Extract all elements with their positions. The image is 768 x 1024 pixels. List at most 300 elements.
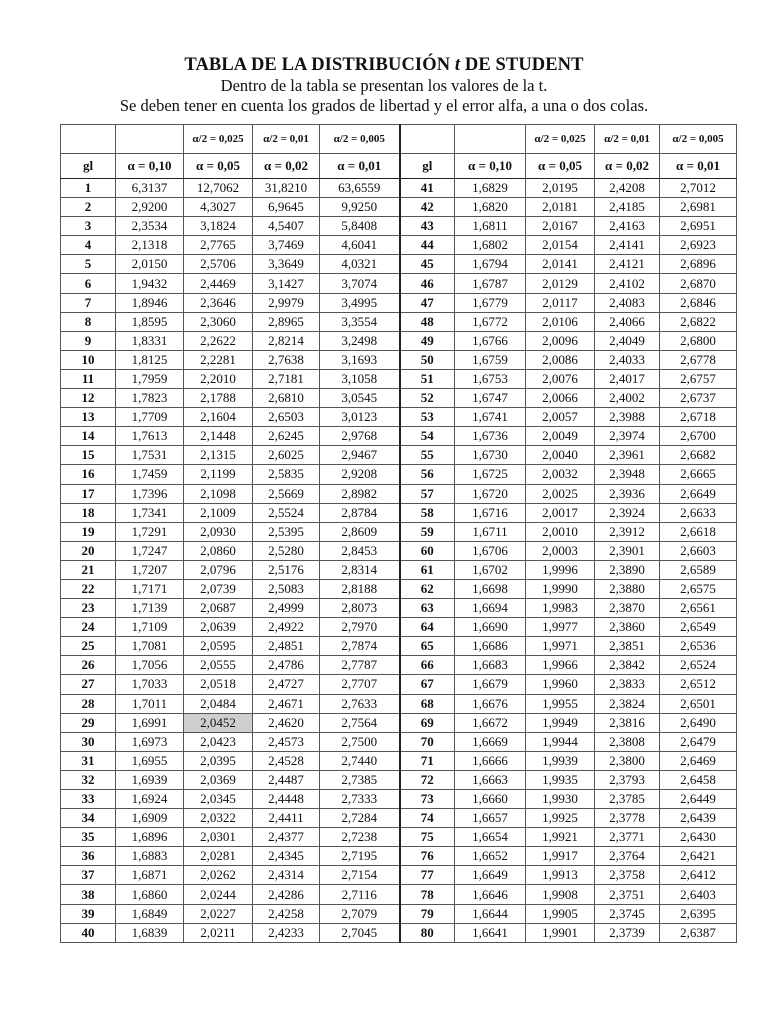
table-row: [61, 541, 737, 560]
header-top-cell: α/2 = 0,025: [184, 125, 253, 154]
critical-value-cell: 2,1315: [184, 446, 253, 465]
critical-value-cell: 2,3833: [595, 675, 660, 694]
critical-value-cell: 1,6829: [455, 179, 526, 198]
critical-value-cell: 2,3901: [595, 541, 660, 560]
critical-value-cell: 2,4208: [595, 179, 660, 198]
table-row: [61, 599, 737, 618]
table-row: [61, 923, 737, 942]
title-part-2: DE STUDENT: [460, 55, 584, 75]
critical-value-cell: 1,7171: [116, 579, 184, 598]
critical-value-cell: 3,0545: [320, 389, 400, 408]
degrees-of-freedom-cell: 2: [61, 198, 116, 217]
critical-value-cell: 2,4017: [595, 369, 660, 388]
critical-value-cell: 2,0129: [526, 274, 595, 293]
critical-value-cell: 1,7056: [116, 656, 184, 675]
critical-value-cell: 2,7154: [320, 866, 400, 885]
critical-value-cell: 1,6883: [116, 847, 184, 866]
critical-value-cell: 2,3785: [595, 790, 660, 809]
critical-value-cell: 1,9949: [526, 713, 595, 732]
degrees-of-freedom-cell: 57: [400, 484, 455, 503]
critical-value-cell: 2,0057: [526, 408, 595, 427]
header-bottom-cell: α = 0,05: [526, 154, 595, 179]
degrees-of-freedom-cell: 24: [61, 618, 116, 637]
critical-value-cell: 1,6694: [455, 599, 526, 618]
table-row: [61, 618, 737, 637]
critical-value-cell: 2,6700: [660, 427, 737, 446]
table-row: [61, 236, 737, 255]
critical-value-cell: 1,9990: [526, 579, 595, 598]
critical-value-cell: 1,6779: [455, 293, 526, 312]
critical-value-cell: 2,8188: [320, 579, 400, 598]
critical-value-cell: 2,4671: [253, 694, 320, 713]
critical-value-cell: 3,3649: [253, 255, 320, 274]
critical-value-cell: 2,0639: [184, 618, 253, 637]
critical-value-cell: 2,8784: [320, 503, 400, 522]
critical-value-cell: 2,6403: [660, 885, 737, 904]
critical-value-cell: 2,6490: [660, 713, 737, 732]
critical-value-cell: 1,6657: [455, 809, 526, 828]
critical-value-cell: 1,6802: [455, 236, 526, 255]
table-row: [61, 331, 737, 350]
critical-value-cell: 2,0860: [184, 541, 253, 560]
critical-value-cell: 2,0322: [184, 809, 253, 828]
degrees-of-freedom-cell: 40: [61, 923, 116, 942]
critical-value-cell: 2,4448: [253, 790, 320, 809]
critical-value-cell: 2,8609: [320, 522, 400, 541]
degrees-of-freedom-cell: 70: [400, 732, 455, 751]
header-row-alpha: [61, 154, 737, 179]
degrees-of-freedom-cell: 12: [61, 389, 116, 408]
critical-value-cell: 2,3745: [595, 904, 660, 923]
critical-value-cell: 2,6896: [660, 255, 737, 274]
critical-value-cell: 2,5176: [253, 560, 320, 579]
critical-value-cell: 2,7765: [184, 236, 253, 255]
critical-value-cell: 2,4233: [253, 923, 320, 942]
critical-value-cell: 9,9250: [320, 198, 400, 217]
table-row: [61, 790, 737, 809]
degrees-of-freedom-cell: 15: [61, 446, 116, 465]
degrees-of-freedom-cell: 71: [400, 751, 455, 770]
critical-value-cell: 2,0211: [184, 923, 253, 942]
critical-value-cell: 2,4141: [595, 236, 660, 255]
critical-value-cell: 2,0076: [526, 369, 595, 388]
critical-value-cell: 1,6759: [455, 350, 526, 369]
critical-value-cell: 2,0369: [184, 770, 253, 789]
critical-value-cell: 2,0518: [184, 675, 253, 694]
table-row: [61, 904, 737, 923]
critical-value-cell: 2,9208: [320, 465, 400, 484]
critical-value-cell: 2,0096: [526, 331, 595, 350]
critical-value-cell: 2,0150: [116, 255, 184, 274]
degrees-of-freedom-cell: 54: [400, 427, 455, 446]
table-row: [61, 198, 737, 217]
critical-value-cell: 2,6603: [660, 541, 737, 560]
critical-value-cell: 2,0281: [184, 847, 253, 866]
degrees-of-freedom-cell: 35: [61, 828, 116, 847]
table-row: [61, 809, 737, 828]
critical-value-cell: 2,6387: [660, 923, 737, 942]
critical-value-cell: 2,0796: [184, 560, 253, 579]
critical-value-cell: 1,6698: [455, 579, 526, 598]
degrees-of-freedom-cell: 79: [400, 904, 455, 923]
critical-value-cell: 2,4487: [253, 770, 320, 789]
critical-value-cell: 2,4258: [253, 904, 320, 923]
degrees-of-freedom-cell: 36: [61, 847, 116, 866]
critical-value-cell: 2,3060: [184, 312, 253, 331]
degrees-of-freedom-cell: 61: [400, 560, 455, 579]
critical-value-cell: 1,7823: [116, 389, 184, 408]
critical-value-cell: 12,7062: [184, 179, 253, 198]
critical-value-cell: 2,8073: [320, 599, 400, 618]
critical-value-cell: 1,6924: [116, 790, 184, 809]
degrees-of-freedom-cell: 5: [61, 255, 116, 274]
degrees-of-freedom-cell: 14: [61, 427, 116, 446]
critical-value-cell: 1,9905: [526, 904, 595, 923]
critical-value-cell: 2,9979: [253, 293, 320, 312]
header-bottom-cell: α = 0,05: [184, 154, 253, 179]
critical-value-cell: 1,6649: [455, 866, 526, 885]
critical-value-cell: 1,9977: [526, 618, 595, 637]
critical-value-cell: 1,7207: [116, 560, 184, 579]
critical-value-cell: 2,6449: [660, 790, 737, 809]
table-row: [61, 713, 737, 732]
table-row: [61, 828, 737, 847]
critical-value-cell: 2,7564: [320, 713, 400, 732]
critical-value-cell: 3,1824: [184, 217, 253, 236]
critical-value-cell: 2,6800: [660, 331, 737, 350]
degrees-of-freedom-cell: 74: [400, 809, 455, 828]
critical-value-cell: 2,0025: [526, 484, 595, 503]
critical-value-cell: 3,0123: [320, 408, 400, 427]
critical-value-cell: 2,6245: [253, 427, 320, 446]
degrees-of-freedom-cell: 73: [400, 790, 455, 809]
table-row: [61, 427, 737, 446]
degrees-of-freedom-cell: 11: [61, 369, 116, 388]
critical-value-cell: 2,2281: [184, 350, 253, 369]
critical-value-cell: 1,6702: [455, 560, 526, 579]
critical-value-cell: 2,0345: [184, 790, 253, 809]
critical-value-cell: 2,6501: [660, 694, 737, 713]
critical-value-cell: 2,3534: [116, 217, 184, 236]
critical-value-cell: 2,0262: [184, 866, 253, 885]
critical-value-cell: 2,0086: [526, 350, 595, 369]
critical-value-cell: 2,6524: [660, 656, 737, 675]
table-row: [61, 312, 737, 331]
degrees-of-freedom-cell: 66: [400, 656, 455, 675]
critical-value-cell: 6,9645: [253, 198, 320, 217]
degrees-of-freedom-cell: 7: [61, 293, 116, 312]
header-bottom-cell: α = 0,01: [320, 154, 400, 179]
critical-value-cell: 2,7116: [320, 885, 400, 904]
header-bottom-cell: α = 0,01: [660, 154, 737, 179]
header-bottom-cell: gl: [400, 154, 455, 179]
critical-value-cell: 1,6766: [455, 331, 526, 350]
critical-value-cell: 1,9960: [526, 675, 595, 694]
critical-value-cell: 2,1318: [116, 236, 184, 255]
degrees-of-freedom-cell: 62: [400, 579, 455, 598]
degrees-of-freedom-cell: 45: [400, 255, 455, 274]
critical-value-cell: 2,4185: [595, 198, 660, 217]
critical-value-cell: 2,7079: [320, 904, 400, 923]
document-header: [0, 54, 768, 116]
degrees-of-freedom-cell: 55: [400, 446, 455, 465]
critical-value-cell: 1,8331: [116, 331, 184, 350]
critical-value-cell: 2,0395: [184, 751, 253, 770]
critical-value-cell: 1,7081: [116, 637, 184, 656]
critical-value-cell: 1,9939: [526, 751, 595, 770]
table-row: [61, 274, 737, 293]
table-row: [61, 389, 737, 408]
degrees-of-freedom-cell: 1: [61, 179, 116, 198]
critical-value-cell: 1,6669: [455, 732, 526, 751]
critical-value-cell: 2,6561: [660, 599, 737, 618]
table-row: [61, 503, 737, 522]
degrees-of-freedom-cell: 17: [61, 484, 116, 503]
table-row: [61, 484, 737, 503]
critical-value-cell: 1,7709: [116, 408, 184, 427]
degrees-of-freedom-cell: 10: [61, 350, 116, 369]
critical-value-cell: 2,5280: [253, 541, 320, 560]
table-row: [61, 847, 737, 866]
critical-value-cell: 1,9925: [526, 809, 595, 828]
critical-value-cell: 1,9983: [526, 599, 595, 618]
critical-value-cell: 1,9971: [526, 637, 595, 656]
critical-value-cell: 1,9944: [526, 732, 595, 751]
degrees-of-freedom-cell: 34: [61, 809, 116, 828]
degrees-of-freedom-cell: 25: [61, 637, 116, 656]
critical-value-cell: 2,3758: [595, 866, 660, 885]
critical-value-cell: 2,4345: [253, 847, 320, 866]
critical-value-cell: 2,6512: [660, 675, 737, 694]
critical-value-cell: 1,6644: [455, 904, 526, 923]
degrees-of-freedom-cell: 30: [61, 732, 116, 751]
critical-value-cell: 1,6686: [455, 637, 526, 656]
critical-value-cell: 1,6753: [455, 369, 526, 388]
critical-value-cell: 1,6794: [455, 255, 526, 274]
degrees-of-freedom-cell: 38: [61, 885, 116, 904]
degrees-of-freedom-cell: 60: [400, 541, 455, 560]
critical-value-cell: 1,6711: [455, 522, 526, 541]
critical-value-cell: 2,3751: [595, 885, 660, 904]
critical-value-cell: 1,6683: [455, 656, 526, 675]
critical-value-cell: 2,5395: [253, 522, 320, 541]
degrees-of-freedom-cell: 64: [400, 618, 455, 637]
critical-value-cell: 4,3027: [184, 198, 253, 217]
critical-value-cell: 2,3646: [184, 293, 253, 312]
critical-value-cell: 1,7396: [116, 484, 184, 503]
critical-value-cell: 1,6787: [455, 274, 526, 293]
critical-value-cell: 2,0003: [526, 541, 595, 560]
critical-value-cell: 2,4121: [595, 255, 660, 274]
critical-value-cell: 2,2010: [184, 369, 253, 388]
critical-value-cell: 2,3880: [595, 579, 660, 598]
critical-value-cell: 2,0739: [184, 579, 253, 598]
degrees-of-freedom-cell: 49: [400, 331, 455, 350]
critical-value-cell: 2,6665: [660, 465, 737, 484]
critical-value-cell: 2,7012: [660, 179, 737, 198]
critical-value-cell: 1,9901: [526, 923, 595, 942]
critical-value-cell: 2,0049: [526, 427, 595, 446]
critical-value-cell: 1,6909: [116, 809, 184, 828]
critical-value-cell: 2,3974: [595, 427, 660, 446]
critical-value-cell: 1,6706: [455, 541, 526, 560]
critical-value-cell: 2,0227: [184, 904, 253, 923]
degrees-of-freedom-cell: 63: [400, 599, 455, 618]
critical-value-cell: 1,6666: [455, 751, 526, 770]
table-row: [61, 637, 737, 656]
critical-value-cell: 2,4049: [595, 331, 660, 350]
critical-value-cell: 2,8453: [320, 541, 400, 560]
critical-value-cell: 2,7284: [320, 809, 400, 828]
critical-value-cell: 2,0141: [526, 255, 595, 274]
degrees-of-freedom-cell: 9: [61, 331, 116, 350]
degrees-of-freedom-cell: 51: [400, 369, 455, 388]
critical-value-cell: 2,7238: [320, 828, 400, 847]
header-bottom-cell: α = 0,10: [116, 154, 184, 179]
degrees-of-freedom-cell: 53: [400, 408, 455, 427]
critical-value-cell: 3,7074: [320, 274, 400, 293]
critical-value-cell: 2,0154: [526, 236, 595, 255]
degrees-of-freedom-cell: 13: [61, 408, 116, 427]
critical-value-cell: 2,6757: [660, 369, 737, 388]
degrees-of-freedom-cell: 68: [400, 694, 455, 713]
critical-value-cell: 2,0040: [526, 446, 595, 465]
header-top-cell: [61, 125, 116, 154]
degrees-of-freedom-cell: 16: [61, 465, 116, 484]
critical-value-cell: 2,7787: [320, 656, 400, 675]
critical-value-cell: 2,2622: [184, 331, 253, 350]
critical-value-cell: 1,6860: [116, 885, 184, 904]
critical-value-cell: 2,1009: [184, 503, 253, 522]
degrees-of-freedom-cell: 72: [400, 770, 455, 789]
critical-value-cell: 2,7181: [253, 369, 320, 388]
critical-value-cell: 2,4102: [595, 274, 660, 293]
critical-value-cell: 2,7440: [320, 751, 400, 770]
critical-value-cell: 1,6660: [455, 790, 526, 809]
critical-value-cell: 2,6469: [660, 751, 737, 770]
critical-value-cell: 1,7959: [116, 369, 184, 388]
critical-value-cell: 2,4727: [253, 675, 320, 694]
critical-value-cell: 2,3860: [595, 618, 660, 637]
critical-value-cell: 2,6421: [660, 847, 737, 866]
critical-value-cell: 2,6439: [660, 809, 737, 828]
critical-value-cell: 1,9966: [526, 656, 595, 675]
critical-value-cell: 3,7469: [253, 236, 320, 255]
critical-value-cell: 2,5083: [253, 579, 320, 598]
critical-value-cell: 1,6811: [455, 217, 526, 236]
critical-value-cell: 1,9432: [116, 274, 184, 293]
table-row: [61, 560, 737, 579]
critical-value-cell: 1,6652: [455, 847, 526, 866]
critical-value-cell: 2,4163: [595, 217, 660, 236]
table-row: [61, 522, 737, 541]
title-part-1: TABLA DE LA DISTRIBUCIÓN: [184, 55, 455, 75]
degrees-of-freedom-cell: 47: [400, 293, 455, 312]
degrees-of-freedom-cell: 37: [61, 866, 116, 885]
critical-value-cell: 1,6725: [455, 465, 526, 484]
critical-value-cell: 1,8595: [116, 312, 184, 331]
critical-value-cell: 2,1788: [184, 389, 253, 408]
degrees-of-freedom-cell: 80: [400, 923, 455, 942]
critical-value-cell: 2,5669: [253, 484, 320, 503]
critical-value-cell: 2,8214: [253, 331, 320, 350]
critical-value-cell: 2,0181: [526, 198, 595, 217]
critical-value-cell: 1,6955: [116, 751, 184, 770]
critical-value-cell: 1,9917: [526, 847, 595, 866]
critical-value-cell: 2,0195: [526, 179, 595, 198]
critical-value-cell: 2,3936: [595, 484, 660, 503]
critical-value-cell: 2,0484: [184, 694, 253, 713]
critical-value-cell: 2,6025: [253, 446, 320, 465]
critical-value-cell: 2,6575: [660, 579, 737, 598]
critical-value-cell: 1,6646: [455, 885, 526, 904]
critical-value-cell: 2,6549: [660, 618, 737, 637]
critical-value-cell: 1,6736: [455, 427, 526, 446]
degrees-of-freedom-cell: 67: [400, 675, 455, 694]
critical-value-cell: 3,2498: [320, 331, 400, 350]
degrees-of-freedom-cell: 48: [400, 312, 455, 331]
degrees-of-freedom-cell: 29: [61, 713, 116, 732]
critical-value-cell: 5,8408: [320, 217, 400, 236]
critical-value-cell: 1,6690: [455, 618, 526, 637]
critical-value-cell: 2,0032: [526, 465, 595, 484]
critical-value-cell: 2,6618: [660, 522, 737, 541]
table-row: [61, 350, 737, 369]
table-row: [61, 656, 737, 675]
table-row: [61, 255, 737, 274]
critical-value-cell: 2,7385: [320, 770, 400, 789]
degrees-of-freedom-cell: 3: [61, 217, 116, 236]
critical-value-cell: 2,4066: [595, 312, 660, 331]
critical-value-cell: 2,0595: [184, 637, 253, 656]
degrees-of-freedom-cell: 46: [400, 274, 455, 293]
subtitle-line-2: Se deben tener en cuenta los grados de libertad y el error alfa, a una o dos colas.: [119, 96, 649, 115]
table-row: [61, 694, 737, 713]
critical-value-cell: 2,6981: [660, 198, 737, 217]
critical-value-cell: 1,6939: [116, 770, 184, 789]
critical-value-cell: 1,6772: [455, 312, 526, 331]
critical-value-cell: 2,3924: [595, 503, 660, 522]
critical-value-cell: 3,1058: [320, 369, 400, 388]
critical-value-cell: 2,4377: [253, 828, 320, 847]
critical-value-cell: 2,0167: [526, 217, 595, 236]
critical-value-cell: 1,7109: [116, 618, 184, 637]
critical-value-cell: 2,3771: [595, 828, 660, 847]
degrees-of-freedom-cell: 22: [61, 579, 116, 598]
critical-value-cell: 2,3800: [595, 751, 660, 770]
degrees-of-freedom-cell: 75: [400, 828, 455, 847]
critical-value-cell: 2,9768: [320, 427, 400, 446]
table-row: [61, 885, 737, 904]
degrees-of-freedom-cell: 20: [61, 541, 116, 560]
critical-value-cell: 2,0106: [526, 312, 595, 331]
critical-value-cell: 1,7341: [116, 503, 184, 522]
critical-value-cell: 2,0555: [184, 656, 253, 675]
title-italic-t: t: [454, 55, 461, 75]
critical-value-cell: 2,6718: [660, 408, 737, 427]
critical-value-cell: 2,8982: [320, 484, 400, 503]
header-top-cell: [400, 125, 455, 154]
critical-value-cell: 1,7139: [116, 599, 184, 618]
header-top-cell: α/2 = 0,025: [526, 125, 595, 154]
critical-value-cell: 2,6778: [660, 350, 737, 369]
critical-value-cell: 4,5407: [253, 217, 320, 236]
critical-value-cell: 1,6641: [455, 923, 526, 942]
critical-value-cell: 1,6839: [116, 923, 184, 942]
header-bottom-cell: α = 0,02: [253, 154, 320, 179]
degrees-of-freedom-cell: 52: [400, 389, 455, 408]
header-top-cell: α/2 = 0,005: [320, 125, 400, 154]
